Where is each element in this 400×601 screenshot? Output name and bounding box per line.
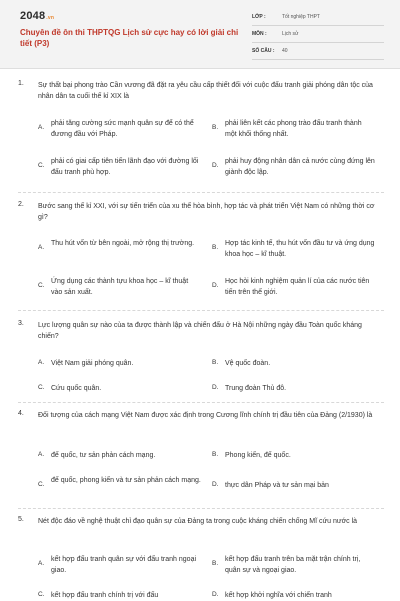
option-text: kết hợp đấu tranh chính trị với đấu (51, 592, 159, 599)
option-text: thực dân Pháp và tư sản mại bản (225, 482, 329, 489)
option-letter: C. (38, 481, 45, 488)
site-logo[interactable] (20, 10, 54, 22)
option-text: Vệ quốc đoàn. (225, 360, 271, 367)
question-text: Sự thất bại phong trào Cần vương đã đặt ra yêu cầu cấp thiết đối với cuộc đấu tranh giải phóng dân tộc của nhân dân ta cuối thế kỉ XIX là (38, 82, 373, 100)
option-letter: D. (212, 162, 219, 169)
option-text: Học hỏi kinh nghiệm quản lí của các nước tiên tiến trên thế giới. (225, 278, 370, 296)
option-letter: D. (212, 384, 219, 391)
question-number: 4. (18, 410, 24, 417)
question-number: 2. (18, 201, 24, 208)
option-letter: A. (38, 244, 45, 251)
option-text: Thu hút vốn từ bên ngoài, mở rộng thị trường. (51, 240, 195, 247)
option-letter: A. (38, 451, 45, 458)
question-divider (18, 192, 384, 193)
question-divider (18, 508, 384, 509)
option-letter: A. (38, 560, 45, 567)
meta-row-class (252, 9, 384, 26)
option-letter: C. (38, 282, 45, 289)
meta-value-class: Tốt nghiệp THPT (282, 14, 320, 20)
question-text: Bước sang thế kỉ XXI, với sự tiến triển của xu thế hòa bình, hợp tác và phát triển Việt Nam có những thời cơ gì? (38, 203, 375, 221)
option-letter: C. (38, 384, 45, 391)
option-letter: A. (38, 359, 45, 366)
option-text: phải liên kết các phong trào đấu tranh thành một khối thống nhất. (225, 120, 362, 138)
meta-key-question-count: SỐ CÂU : (252, 48, 275, 54)
document-meta (252, 9, 384, 60)
option-text: Hợp tác kinh tế, thu hút vốn đầu tư và ứng dụng khoa học – kĩ thuật. (225, 240, 375, 258)
option-letter: B. (212, 451, 219, 458)
question-number: 5. (18, 516, 24, 523)
option-letter: A. (38, 124, 45, 131)
option-text: kết hợp khởi nghĩa với chiến tranh (225, 592, 332, 599)
question-number: 1. (18, 80, 24, 87)
meta-key-class: LỚP : (252, 14, 266, 20)
document-title: Chuyên đề ôn thi THPTQG Lịch sử cực hay có lời giải chi tiết (P3) (20, 28, 239, 48)
logo-text: 2048 (20, 10, 46, 22)
option-text: Trung đoàn Thủ đô. (225, 385, 287, 392)
option-text: phải huy động nhân dân cả nước cùng đứng lên giành độc lập. (225, 158, 375, 176)
option-letter: C. (38, 591, 45, 598)
question-text: Lực lượng quân sự nào của ta được thành lập và chiến đấu ở Hà Nội những ngày đầu Toàn quốc kháng chiến? (38, 322, 362, 340)
logo-suffix: .vn (46, 15, 55, 21)
option-text: Phong kiến, đế quốc. (225, 452, 291, 459)
option-letter: D. (212, 591, 219, 598)
meta-value-subject: Lịch sử (282, 31, 299, 37)
option-text: kết hợp đấu tranh trên ba mặt trận chính trị, quân sự và ngoại giao. (225, 556, 361, 574)
document-header (0, 0, 400, 69)
option-text: Ứng dụng các thành tựu khoa học – kĩ thuật vào sản xuất. (51, 278, 189, 296)
option-letter: B. (212, 244, 219, 251)
option-letter: B. (212, 560, 219, 567)
option-text: đế quốc, phong kiến và tư sản phản cách mạng. (51, 477, 201, 484)
option-text: kết hợp đấu tranh quân sự với đấu tranh ngoại giao. (51, 556, 197, 574)
option-text: Việt Nam giải phóng quân. (51, 360, 134, 367)
question-text: Đối tượng của cách mạng Việt Nam được xác định trong Cương lĩnh chính trị đầu tiên của Đảng (2/1930) là (38, 412, 373, 419)
question-number: 3. (18, 320, 24, 327)
option-letter: B. (212, 124, 219, 131)
option-text: đế quốc, tư sản phản cách mạng. (51, 452, 156, 459)
question-text: Nét độc đáo về nghệ thuật chỉ đạo quân sự của Đảng ta trong cuộc kháng chiến chống Mĩ cứu nước là (38, 518, 358, 525)
option-text: phải tăng cường sức mạnh quân sự để có thể đương đầu với Pháp. (51, 120, 194, 138)
question-divider (18, 310, 384, 311)
question-divider (18, 402, 384, 403)
option-text: Cứu quốc quân. (51, 385, 102, 392)
meta-row-question-count (252, 43, 384, 60)
meta-key-subject: MÔN : (252, 31, 267, 37)
option-text: phải có giai cấp tiên tiến lãnh đạo với đường lối đấu tranh phù hợp. (51, 158, 199, 176)
option-letter: B. (212, 359, 219, 366)
meta-row-subject (252, 26, 384, 43)
meta-value-question-count: 40 (282, 48, 288, 54)
option-letter: D. (212, 282, 219, 289)
option-letter: D. (212, 481, 219, 488)
option-letter: C. (38, 162, 45, 169)
